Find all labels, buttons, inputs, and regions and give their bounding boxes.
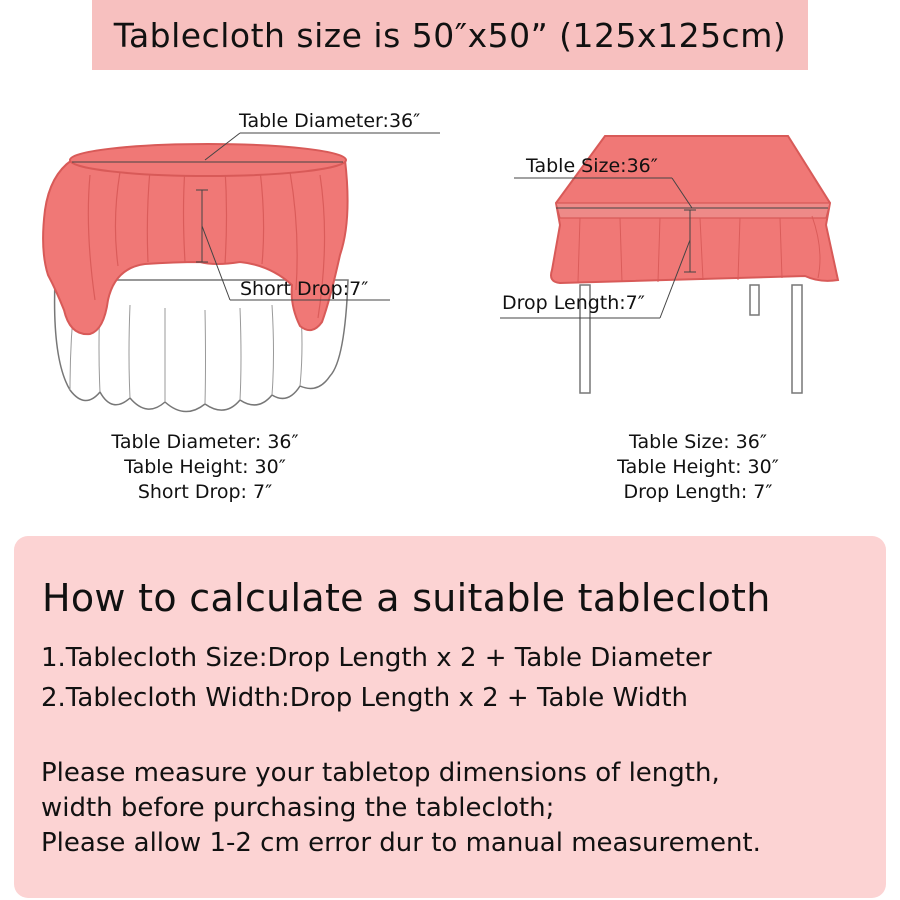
round-spec-drop: Short Drop: 7″ bbox=[137, 481, 273, 503]
page-title: Tablecloth size is 50″x50” (125x125cm) bbox=[113, 15, 787, 55]
square-size-label: Table Size:36″ bbox=[526, 155, 658, 177]
formula-size: 1.Tablecloth Size:Drop Length x 2 + Table Diameter bbox=[41, 643, 712, 673]
square-spec-height: Table Height: 30″ bbox=[617, 456, 779, 478]
tablecloth-diagrams bbox=[0, 70, 900, 430]
round-diameter-label: Table Diameter:36″ bbox=[239, 110, 421, 132]
square-spec-size: Table Size: 36″ bbox=[629, 431, 767, 453]
note-line-1: Please measure your tabletop dimensions of length, bbox=[41, 758, 720, 788]
calculation-info-panel bbox=[14, 536, 886, 898]
square-spec-drop: Drop Length: 7″ bbox=[623, 481, 773, 503]
round-drop-label: Short Drop:7″ bbox=[240, 278, 369, 300]
title-banner bbox=[92, 0, 808, 70]
square-table-specs bbox=[548, 430, 848, 505]
info-heading: How to calculate a suitable tablecloth bbox=[42, 576, 771, 620]
round-table-specs bbox=[60, 430, 350, 505]
round-spec-diameter: Table Diameter: 36″ bbox=[111, 431, 299, 453]
table-leg bbox=[750, 285, 759, 315]
formula-width: 2.Tablecloth Width:Drop Length x 2 + Table Width bbox=[41, 683, 689, 713]
round-spec-height: Table Height: 30″ bbox=[124, 456, 286, 478]
note-line-3: Please allow 1-2 cm error dur to manual measurement. bbox=[41, 828, 761, 858]
table-leg bbox=[792, 285, 802, 393]
round-tabletop bbox=[70, 144, 346, 176]
square-drop-label: Drop Length:7″ bbox=[502, 292, 645, 314]
round-table-illustration bbox=[43, 133, 440, 412]
note-line-2: width before purchasing the tablecloth; bbox=[41, 793, 555, 823]
